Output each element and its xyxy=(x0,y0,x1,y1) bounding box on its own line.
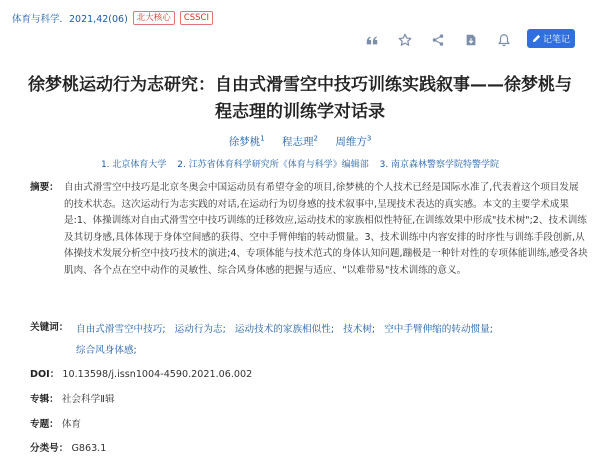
article-title: 徐梦桃运动行为志研究：自由式滑雪空中技巧训练实践叙事——徐梦桃与程志理的训练学对话录 xyxy=(28,75,572,122)
author-link[interactable]: 徐梦桃$^1$ xyxy=(228,134,265,148)
author-link[interactable]: 程志理$^2$ xyxy=(282,134,318,148)
abstract-label: 摘要： xyxy=(30,182,59,193)
star-icon[interactable] xyxy=(397,32,413,48)
badge-cssci: CSSCI xyxy=(180,11,213,25)
doi-row xyxy=(30,366,252,380)
journal-source[interactable]: 体育与科学．2021,42(06) xyxy=(12,14,128,25)
author-link[interactable]: 周维方$^3$ xyxy=(335,134,372,148)
doi-value: 10.13598/j.issn1004-4590.2021.06.002 xyxy=(62,369,253,380)
take-note-label: 记笔记 xyxy=(542,35,570,45)
keyword-link[interactable]: 空中手臂伸缩的转动惯量; xyxy=(384,324,493,335)
classification-label: 分类号： xyxy=(30,443,69,454)
subject-row xyxy=(30,416,81,430)
affiliation-link[interactable]: 1. 北京体育大学 xyxy=(100,160,167,170)
keyword-list xyxy=(76,319,576,361)
share-icon[interactable] xyxy=(430,32,446,48)
classification-value: G863.1 xyxy=(71,443,107,454)
keyword-link[interactable]: 综合风身体感; xyxy=(76,345,137,356)
affiliation-link[interactable]: 3. 南京森林警察学院特警学院 xyxy=(379,160,500,170)
take-note-button[interactable] xyxy=(527,29,575,48)
article-toolbar xyxy=(364,29,529,51)
keyword-link[interactable]: 技术树; xyxy=(343,324,376,335)
field-label: 专辑： xyxy=(30,394,59,405)
badge-pku-core: 北大核心 xyxy=(133,11,175,25)
subject-value: 体育 xyxy=(61,419,82,430)
field-value: 社会科学Ⅱ辑 xyxy=(61,394,115,405)
field-row xyxy=(30,391,115,405)
doi-label: DOI： xyxy=(30,369,60,380)
keyword-link[interactable]: 自由式滑雪空中技巧; xyxy=(76,324,166,335)
journal-header xyxy=(12,9,588,27)
keyword-link[interactable]: 运动技术的家族相似性; xyxy=(234,324,335,335)
keywords-label-row xyxy=(30,319,68,333)
author-list xyxy=(0,134,600,149)
abstract-text: 自由式滑雪空中技巧是北京冬奥会中国运动员有希望夺金的项目,徐梦桃的个人技术已经是国际水准了,代表着这个项目发展的技术状态。这次运动行为志实践的对话,在运动行为切身感的技术叙事中,呈现技术表达的真实感。本文的主要学术成果是:1、体操训练对自由式滑雪空中技巧训练的迁移效应,运动技术的家族相似性特征,在训练效果中形成"技术树";2、技术训练及其切身感,具体体现于身体空间感的获得、空中手臂伸缩的转动惯量。3、技术训练中内容安排的时序性与训练手段创新,从体操技术发展分析空中技巧技术的演进;4、专项体能与技术范式的身体认知问题,蹦极是一种针对性的专项体能训练,感受各块肌肉、各个点在空中动作的灵敏性、综合风身体感的把握与适应、"以难带易"技术训练的意义。 xyxy=(64,182,588,276)
keywords-label: 关键词： xyxy=(30,322,69,333)
abstract-section xyxy=(32,180,588,279)
affiliation-list xyxy=(0,157,600,170)
keyword-link[interactable]: 运动行为志; xyxy=(174,324,226,335)
subject-label: 专题： xyxy=(30,419,59,430)
classification-row xyxy=(30,440,106,454)
download-icon[interactable] xyxy=(463,32,479,48)
alert-icon[interactable] xyxy=(496,32,512,48)
affiliation-link[interactable]: 2. 江苏省体育科学研究所《体育与科学》编辑部 xyxy=(177,160,369,170)
pencil-icon xyxy=(532,34,541,43)
quote-icon[interactable] xyxy=(364,32,380,48)
